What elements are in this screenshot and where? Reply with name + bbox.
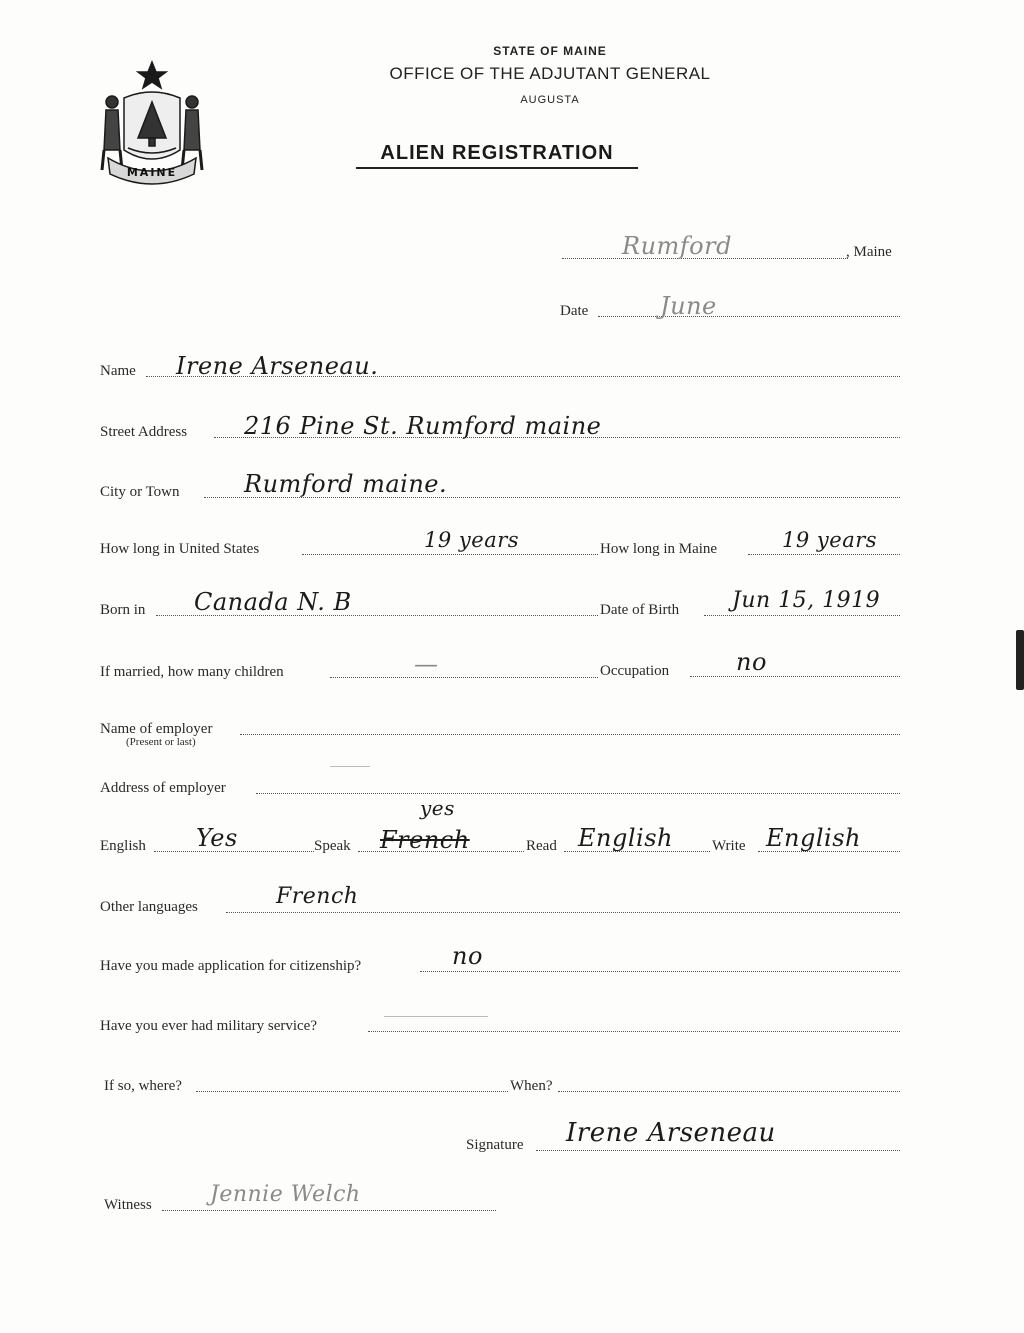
witness-value: Jennie Welch [210, 1182, 361, 1207]
born-in-label: Born in [100, 602, 146, 618]
military-label: Have you ever had military service? [100, 1018, 317, 1034]
signature-line [536, 1150, 900, 1151]
employer-name-line [240, 734, 900, 735]
city-label: City or Town [100, 484, 180, 500]
seal-text: MAINE [126, 166, 178, 179]
other-languages-line [226, 912, 900, 913]
children-line [330, 677, 598, 678]
date-of-birth-line [704, 615, 900, 616]
street-label: Street Address [100, 424, 188, 440]
children-value: — [414, 650, 439, 678]
how-long-maine-label: How long in Maine [600, 541, 718, 557]
born-in-value: Canada N. B [194, 588, 352, 616]
maine-seal-icon [98, 58, 206, 190]
how-long-maine-value: 19 years [782, 528, 878, 552]
witness-line [162, 1210, 496, 1211]
military-line [368, 1031, 900, 1032]
english-label: English [100, 838, 146, 854]
stray-mark [384, 1016, 488, 1017]
when-line [558, 1091, 900, 1092]
employer-address-line [256, 793, 900, 794]
date-label: Date [560, 303, 589, 319]
scan-edge-mark [1016, 630, 1024, 690]
date-of-birth-value: Jun 15, 1919 [732, 588, 881, 613]
read-value: English [578, 824, 673, 852]
speak-label: Speak [314, 838, 351, 854]
stray-mark [330, 766, 370, 767]
header-office: OFFICE OF THE ADJUTANT GENERAL [389, 64, 711, 83]
citizenship-label: Have you made application for citizenship? [100, 958, 362, 974]
occupation-value: no [736, 648, 767, 676]
employer-name-text: Name of employer [100, 721, 213, 737]
speak-correction-value: yes [420, 796, 455, 820]
how-long-us-label: How long in United States [100, 541, 260, 557]
town-value: Rumford [622, 232, 732, 260]
how-long-us-line [302, 554, 598, 555]
name-value: Irene Arseneau. [176, 352, 379, 380]
signature-value: Irene Arseneau [566, 1118, 776, 1148]
employer-sub-text: (Present or last) [126, 736, 196, 748]
form-title: ALIEN REGISTRATION [356, 142, 638, 169]
write-value: English [766, 824, 861, 852]
street-value: 216 Pine St. Rumford maine [244, 412, 602, 440]
date-of-birth-label: Date of Birth [600, 602, 680, 618]
occupation-label: Occupation [600, 663, 670, 679]
citizenship-value: no [452, 942, 483, 970]
other-languages-label: Other languages [100, 899, 198, 915]
if-so-where-label: If so, where? [104, 1078, 182, 1094]
date-line [598, 316, 900, 317]
maine-label: , Maine [846, 244, 892, 260]
header-state: STATE OF MAINE [493, 44, 607, 58]
name-label: Name [100, 363, 136, 379]
write-label: Write [712, 838, 746, 854]
citizenship-line [420, 971, 900, 972]
signature-label: Signature [466, 1137, 524, 1153]
employer-name-label [100, 721, 212, 748]
witness-label: Witness [104, 1197, 152, 1213]
occupation-line [690, 676, 900, 677]
when-label: When? [510, 1078, 553, 1094]
other-languages-value: French [276, 884, 359, 909]
children-label: If married, how many children [100, 664, 284, 680]
read-label: Read [526, 838, 557, 854]
employer-address-label: Address of employer [100, 780, 226, 796]
how-long-us-value: 19 years [424, 528, 520, 552]
city-value: Rumford maine. [244, 470, 448, 498]
where-line [196, 1091, 508, 1092]
english-value: Yes [196, 824, 238, 852]
how-long-maine-line [748, 554, 900, 555]
header-city: AUGUSTA [520, 94, 580, 106]
speak-value: French [380, 826, 470, 854]
date-value: June [660, 292, 717, 320]
